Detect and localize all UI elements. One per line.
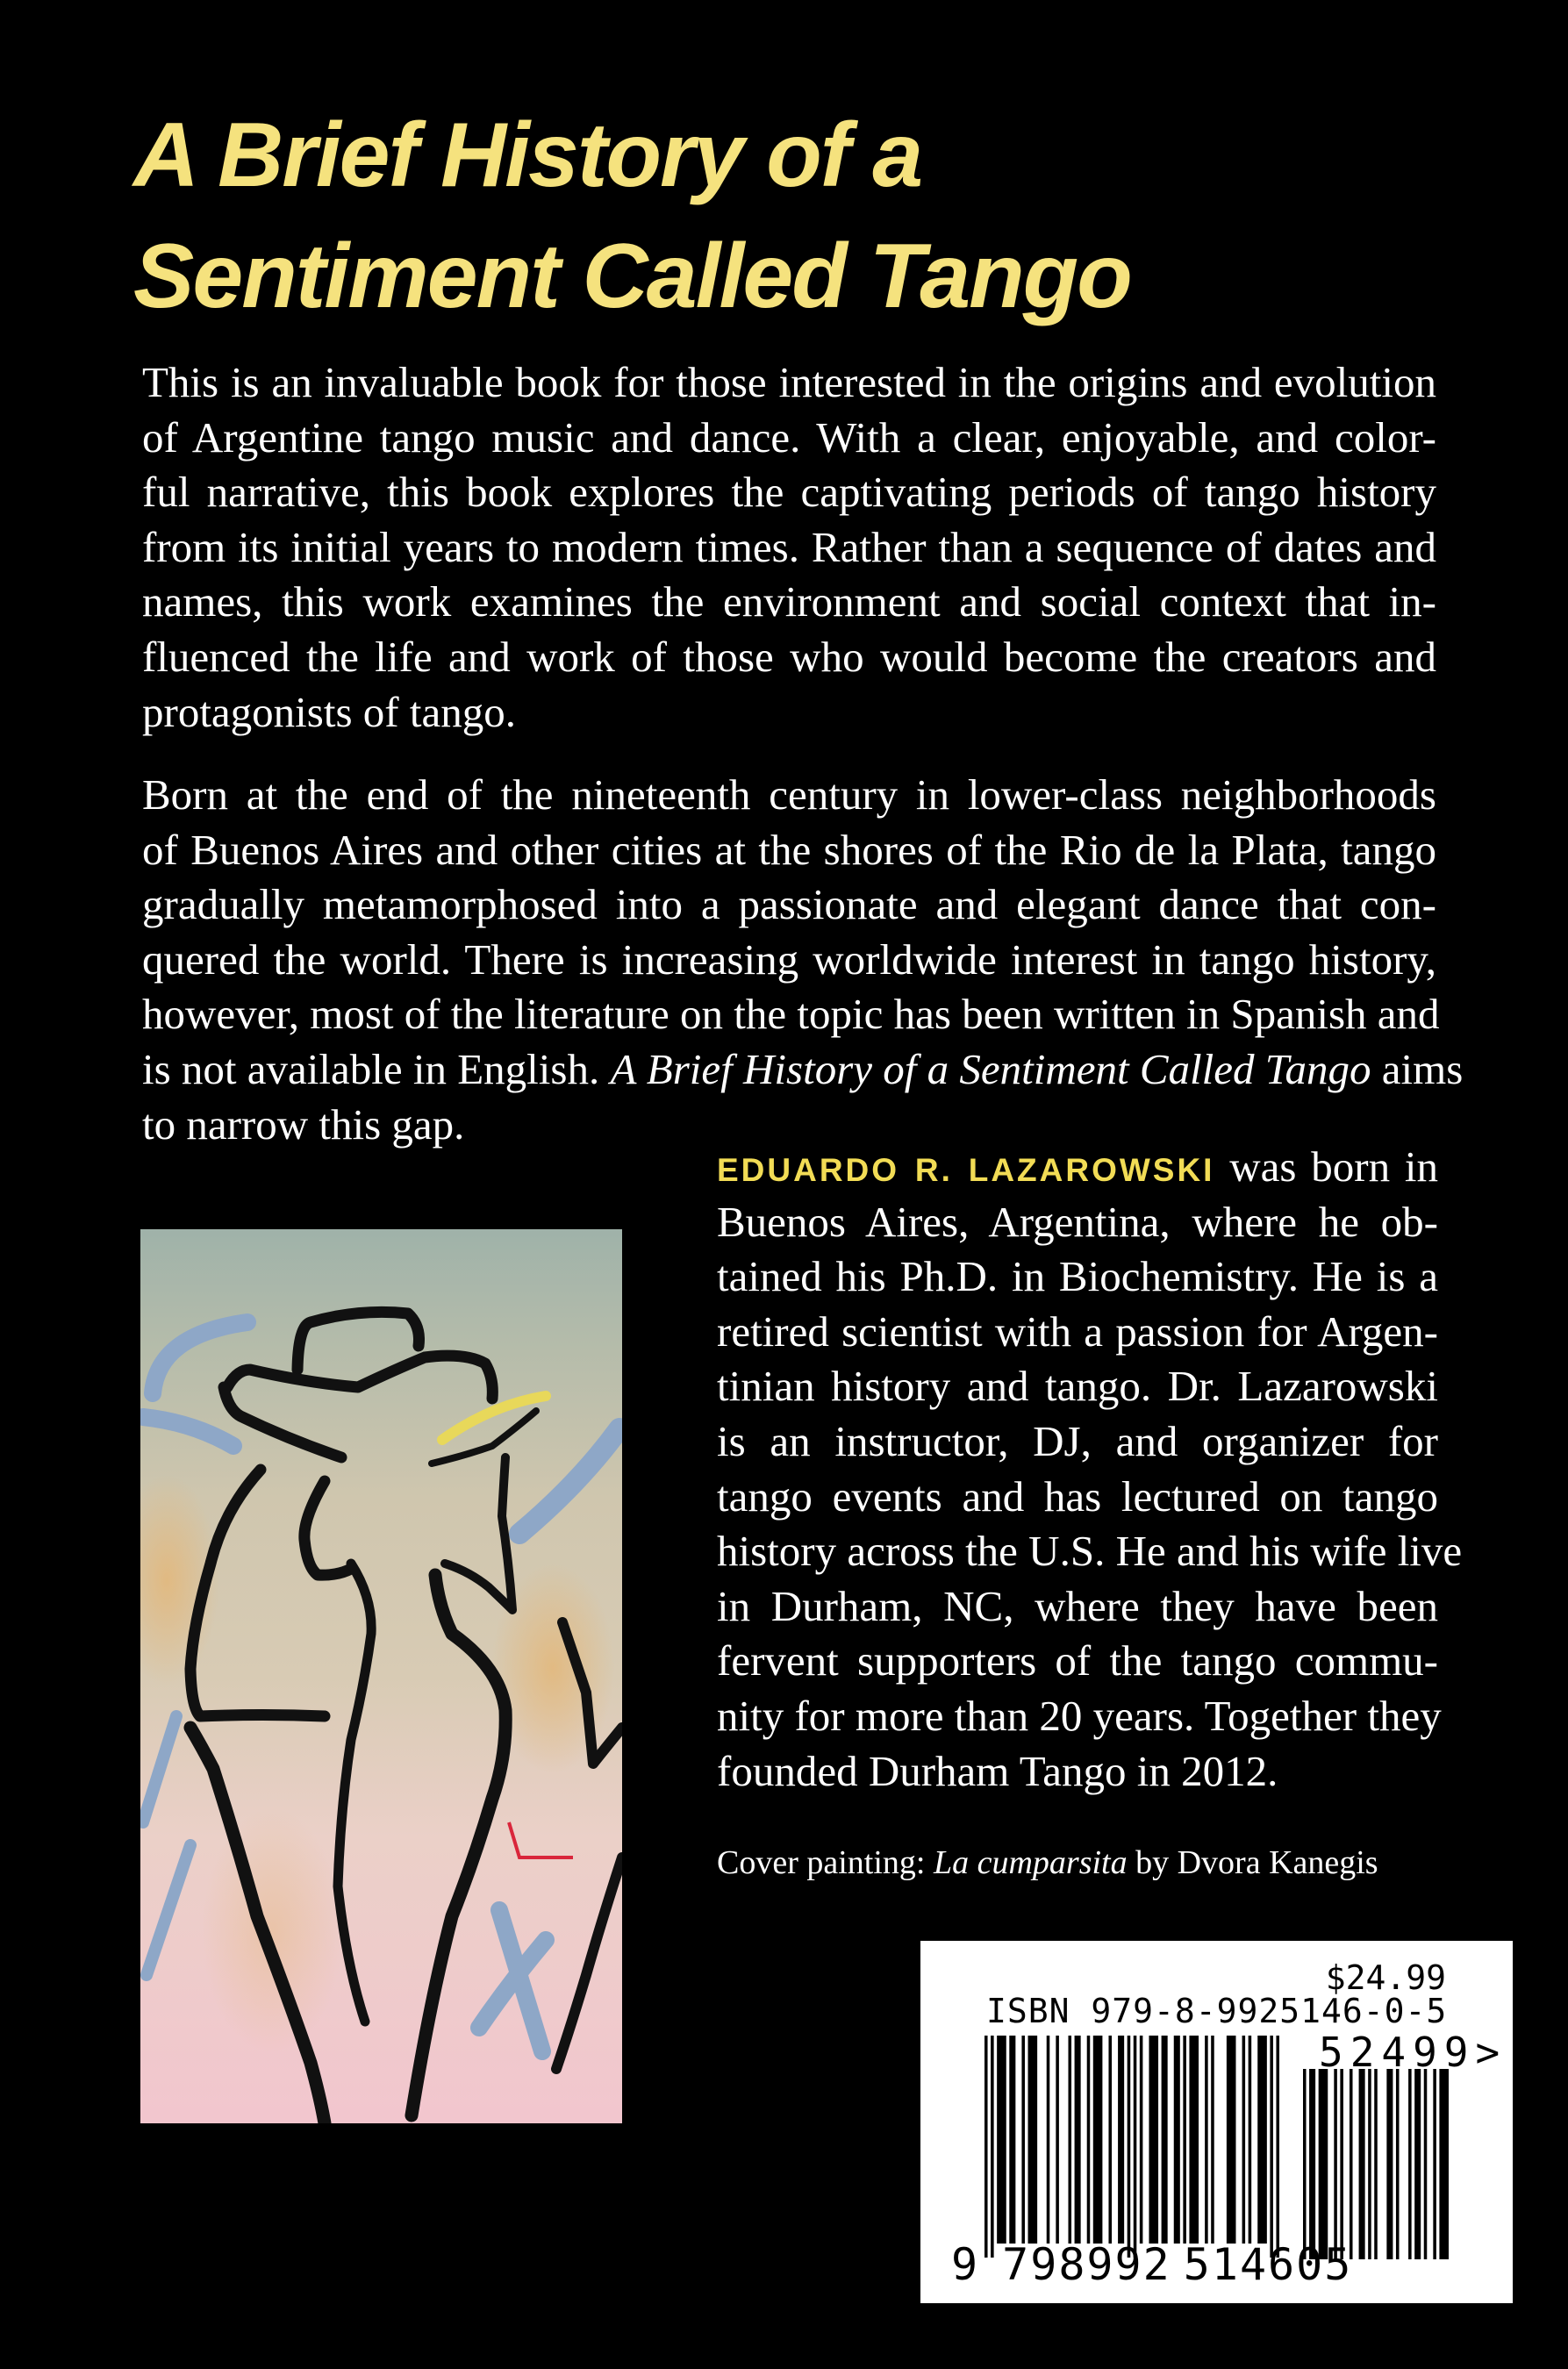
painting-title: La cumparsita [933,1844,1128,1881]
book-title-italic: A Brief History of a Sentiment Called Tango [610,1044,1371,1093]
barcode-bar [1205,2036,1208,2244]
barcode-bar [991,2036,994,2258]
barcode-bar [1162,2036,1168,2244]
isbn: ISBN 979-8-9925146-0-5 [986,1992,1448,2030]
description-paragraph-1 [142,355,1436,740]
barcode-bar [1028,2036,1038,2244]
text-line: in Durham, NC, where they have been [717,1581,1438,1630]
barcode-bar [1047,2036,1050,2244]
barcode-bar [1174,2036,1180,2244]
addon-bar [1319,2069,1328,2259]
text-line: This is an invaluable book for those interested in the origins and evolution [142,358,1436,406]
author-bio [717,1140,1463,1799]
barcode-bar [1149,2036,1158,2244]
ean-group-right: 514605 [1183,2239,1353,2290]
barcode-bar [1075,2036,1081,2244]
cover-credit [717,1843,1378,1882]
addon-bar [1350,2069,1353,2259]
text-line: Buenos Aires, Argentina, where he ob- [717,1197,1438,1246]
text-line: ful narrative, this book explores the captivating periods of tango history [142,468,1436,517]
barcode-bar [1183,2036,1186,2244]
barcode-bar [1242,2036,1246,2244]
text-line: gradually metamorphosed into a passionate and elegant dance that con- [142,880,1436,929]
barcode-bar [1140,2036,1143,2244]
text-line: protagonists of tango. [142,687,516,736]
barcode-bar [1211,2036,1214,2244]
author-name: EDUARDO R. LAZAROWSKI [717,1152,1215,1188]
text-segment: aims [1381,1044,1464,1093]
ochre-wash [202,1808,342,2054]
text-line: quered the world. There is increasing worldwide interest in tango history, [142,934,1436,984]
title-line-1: A Brief History of a [133,104,922,206]
addon-bar [1303,2069,1307,2259]
title-line-2: Sentiment Called Tango [133,225,1131,327]
credit-artist: by Dvora Kanegis [1135,1844,1378,1881]
ean-digits [951,2239,1352,2290]
cover-painting [140,1229,622,2123]
price: $24.99 [1325,1958,1446,1997]
description-paragraph-2 [142,768,1464,1152]
text-line: however, most of the literature on the topic has been written in Spanish and [142,990,1440,1039]
barcode-bar [1093,2036,1103,2244]
addon-bar [1424,2069,1428,2259]
barcode-bar [984,2036,988,2258]
text-line: fluenced the life and work of those who would become the creators and [142,632,1436,681]
text-segment: was born in [1229,1142,1438,1191]
text-line: retired scientist with a passion for Argen- [717,1306,1438,1356]
addon-bar [1396,2069,1400,2259]
barcode-bar [1128,2036,1131,2258]
text-line: nity for more than 20 years. Together they [717,1691,1442,1740]
text-line: is an instructor, DJ, and organizer for [717,1416,1438,1465]
text-line: names, this work examines the environment and social context that in- [142,577,1436,626]
text-line: tained his Ph.D. in Biochemistry. He is a [717,1252,1438,1301]
barcode-bar [1257,2036,1267,2244]
addon-bar [1386,2069,1393,2259]
addon-bar [1408,2069,1412,2259]
addon-bar [1309,2069,1315,2259]
text-line: from its initial years to modern times. Rather than a sequence of dates and [142,522,1436,571]
book-title [133,95,1131,337]
addon-bar [1439,2069,1449,2259]
barcode-bar [1249,2036,1252,2244]
text-line: to narrow this gap. [142,1099,465,1149]
addon-bar [1340,2069,1343,2259]
barcode-bar [1134,2036,1137,2258]
barcode-bar [1068,2036,1071,2244]
barcode-bar [1118,2036,1124,2244]
bio-first-line [717,1140,1438,1195]
barcode-bar [1276,2036,1279,2258]
barcode-bar [1021,2036,1025,2244]
barcode-bar [1270,2036,1273,2258]
text-segment: is not available in English. [142,1044,600,1093]
addon-code: 52499 [1319,2029,1476,2076]
text-line: of Buenos Aires and other cities at the shores of the Rio de la Plata, tango [142,825,1436,874]
barcode-bar [1108,2036,1112,2244]
addon-bar [1334,2069,1337,2259]
addon-bar [1414,2069,1421,2259]
barcode-bar [1056,2036,1059,2244]
credit-prefix: Cover painting: [717,1844,926,1881]
barcode-bar [997,2036,1006,2244]
text-line: tinian history and tango. Dr. Lazarowski [717,1362,1438,1411]
text-line: Born at the end of the nineteenth century in lower-class neighborhoods [142,770,1436,819]
text-line: of Argentine tango music and dance. With a clear, enjoyable, and color- [142,412,1436,462]
text-line: founded Durham Tango in 2012. [717,1746,1278,1795]
addon-bar [1359,2069,1365,2259]
ean-group-first: 9 [951,2239,978,2290]
barcode-bar [1227,2036,1236,2244]
barcode-bar [1189,2036,1199,2244]
painting-illustration [140,1229,622,2123]
text-line: history across the U.S. He and his wife live [717,1527,1463,1576]
addon-bar [1374,2069,1378,2259]
addon-arrow: > [1475,2029,1507,2076]
text-line-with-title [142,1042,1464,1098]
barcode-box [920,1941,1513,2303]
text-line: tango events and has lectured on tango [717,1471,1438,1521]
text-line: fervent supporters of the tango commu- [717,1636,1438,1685]
addon-bar [1368,2069,1371,2259]
barcode-bar [1087,2036,1091,2244]
ean-group-left: 798992 [1002,2239,1171,2290]
barcode-bar [1009,2036,1015,2244]
addon-digits [1319,2029,1507,2076]
addon-bar [1433,2069,1436,2259]
